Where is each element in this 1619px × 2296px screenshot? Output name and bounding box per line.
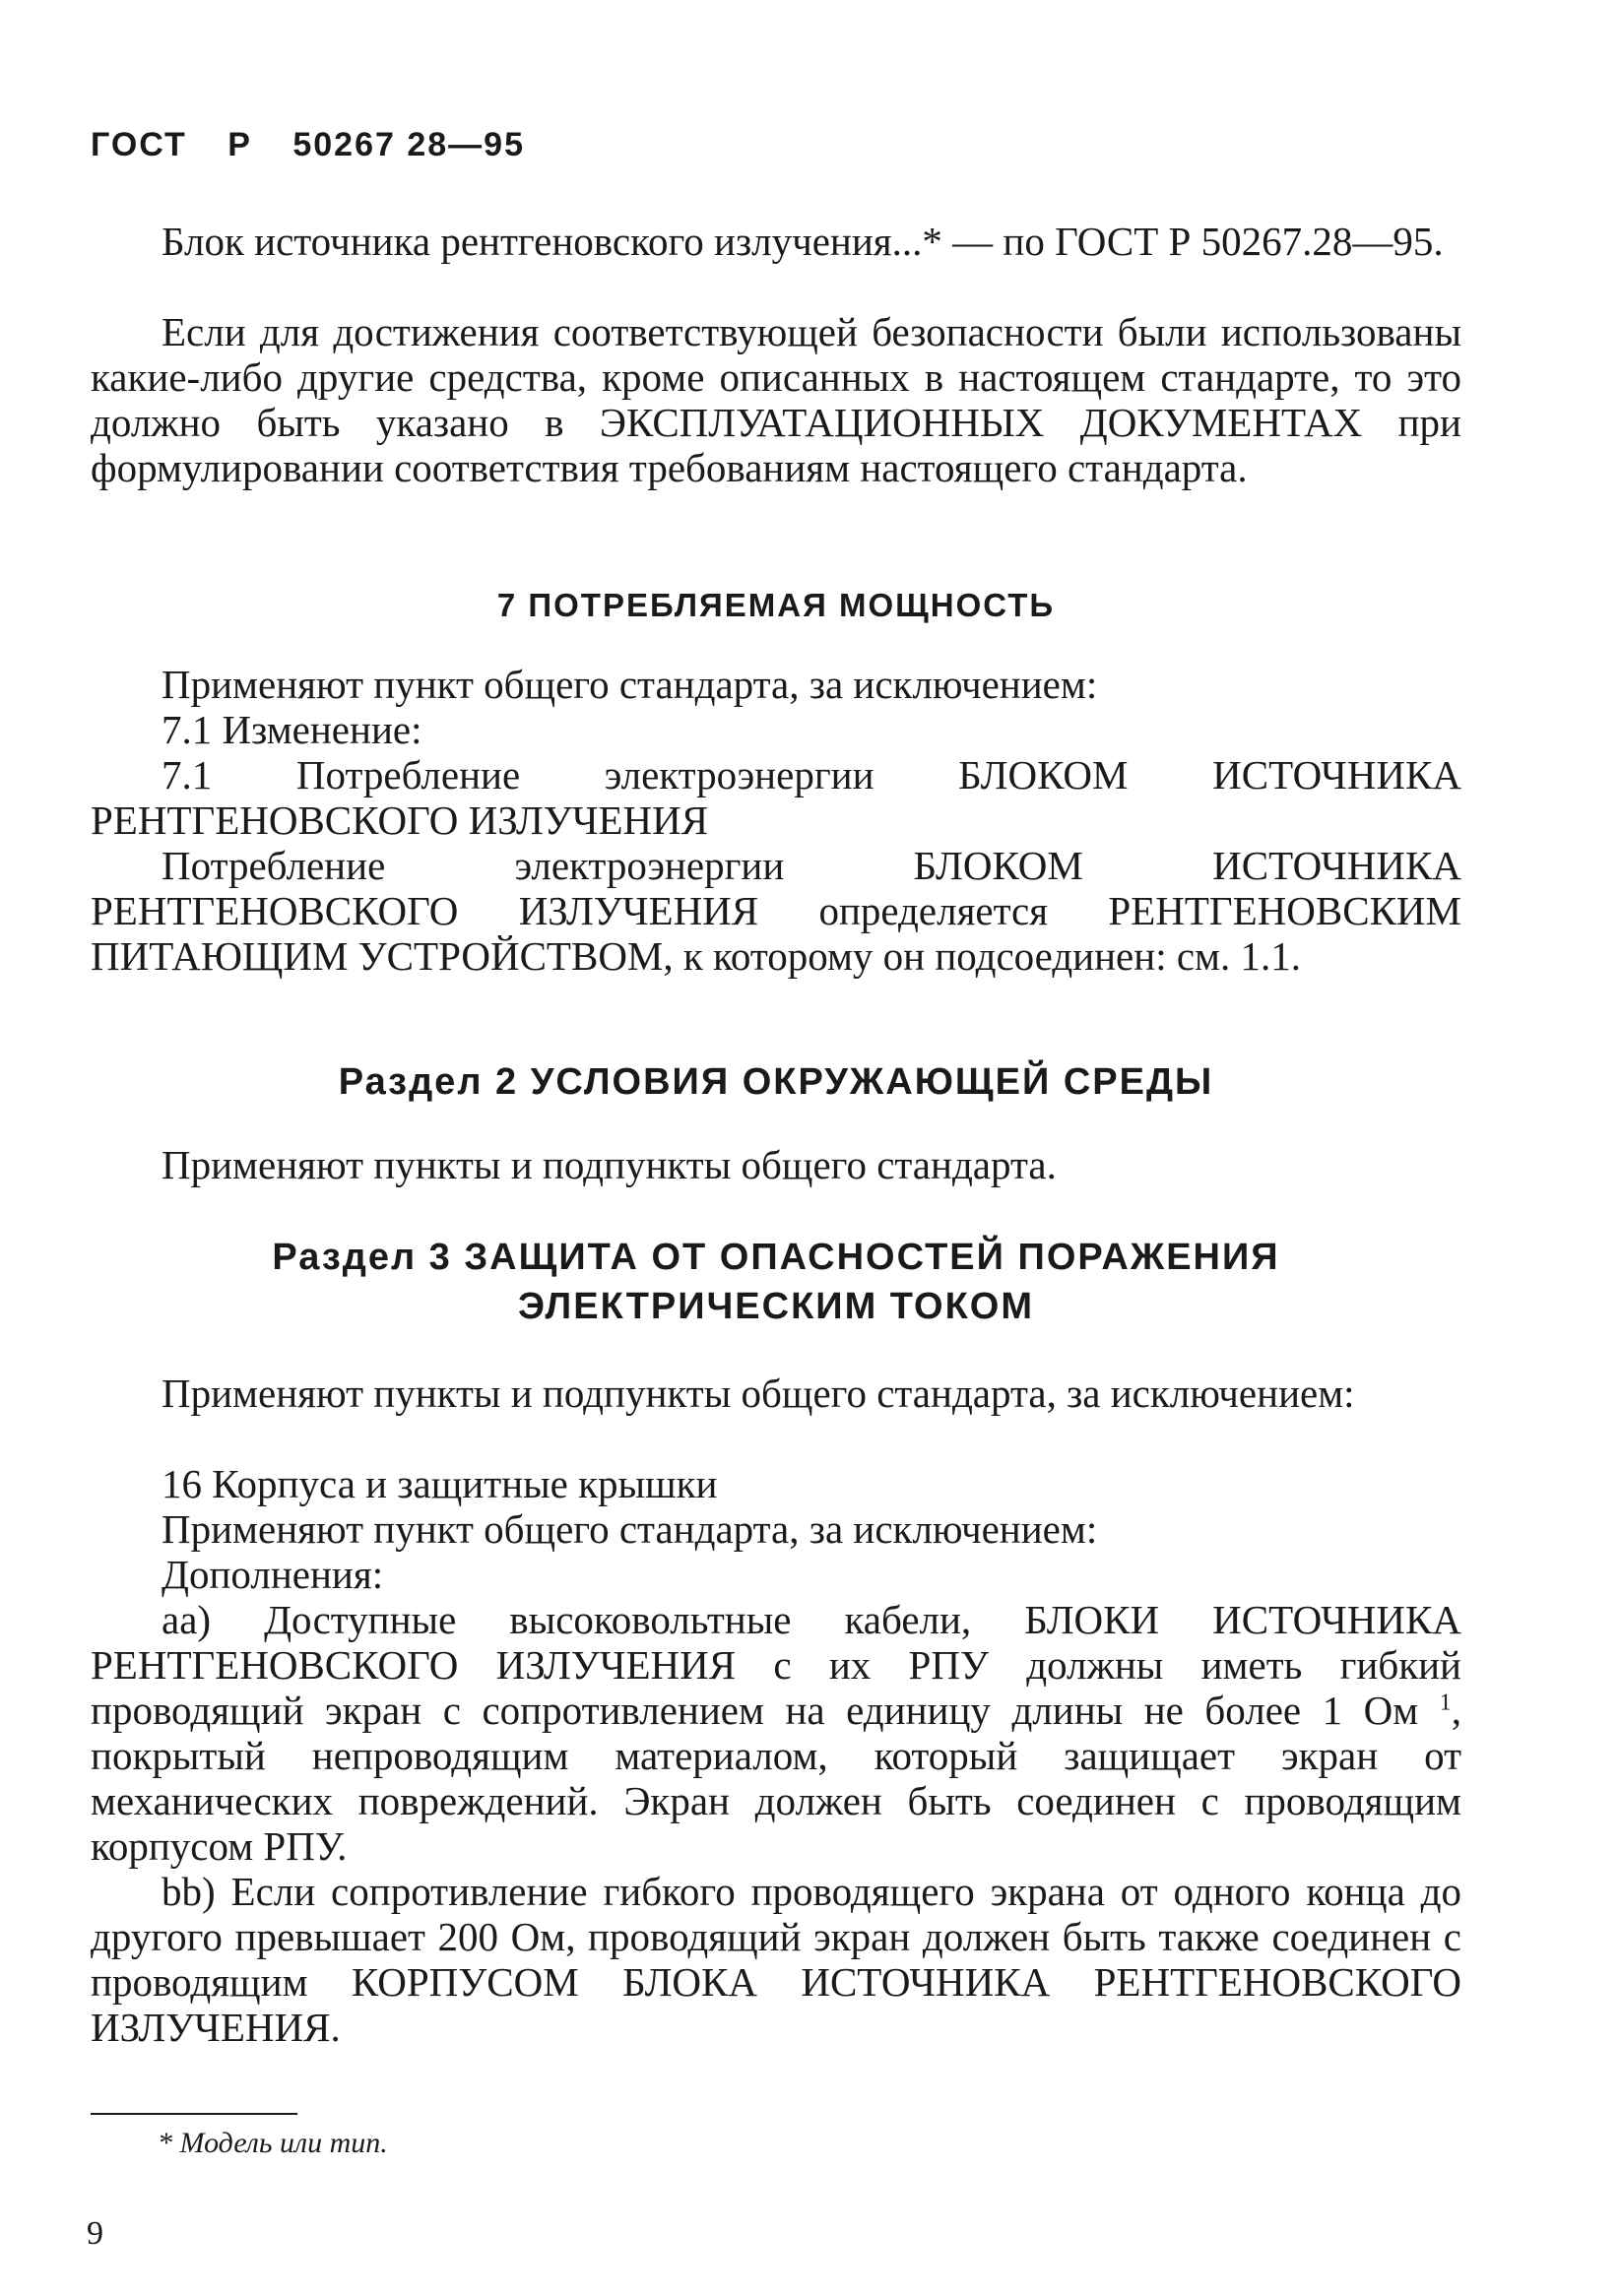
part-3-paragraph-5-text-a: аа) Доступные высоковольтные кабели, БЛОКИ ИСТОЧНИКА РЕНТГЕНОВСКОГО ИЗЛУЧЕНИЯ с их РПУ должны иметь гибкий проводящий экран с сопротивлением на единицу длины не более 1 Ом [91,1597,1461,1733]
header-number: 50267 28—95 [292,126,525,163]
section-7-paragraph-2: 7.1 Изменение: [162,707,422,752]
part-2-heading: Раздел 2 УСЛОВИЯ ОКРУЖАЮЩЕЙ СРЕДЫ [338,1061,1214,1103]
part-3-paragraph-3: Применяют пункт общего стандарта, за исключением: [162,1506,1098,1552]
part-3-paragraph-5-text-b: , покрытый непроводящим материалом, который защищает экран от механических повреждений. Экран должен быть соединен с проводящим корпусом РПУ. [91,1688,1462,1869]
header-r: Р [227,126,252,163]
section-7-paragraph-3: 7.1 Потребление электроэнергии БЛОКОМ ИСТОЧНИКА РЕНТГЕНОВСКОГО ИЗЛУЧЕНИЯ [91,752,1461,843]
part-3-paragraph-5 [91,1597,1461,1869]
document-header [91,126,554,164]
part-3-paragraph-4: Дополнения: [162,1552,384,1597]
part-3-heading-line-1: Раздел 3 ЗАЩИТА ОТ ОПАСНОСТЕЙ ПОРАЖЕНИЯ [272,1237,1280,1278]
page-number: 9 [87,2215,103,2252]
part-3-heading-line-2: ЭЛЕКТРИЧЕСКИМ ТОКОМ [517,1286,1035,1327]
footnote: * Модель или тип. [158,2127,388,2159]
part-2-paragraph: Применяют пункты и подпункты общего стандарта. [162,1142,1057,1187]
intro-paragraph-2: Если для достижения соответствующей безопасности были использованы какие-либо другие средства, кроме описанных в настоящем стандарте, то это должно быть указано в ЭКСПЛУАТАЦИОННЫХ ДОКУМЕНТАХ при формулировании соответствия требованиям настоящего стандарта. [91,309,1461,490]
footnote-rule [91,2113,297,2115]
intro-paragraph-1: Блок источника рентгеновского излучения...* — по ГОСТ Р 50267.28—95. [162,219,1444,264]
part-3-paragraph-1: Применяют пункты и подпункты общего стандарта, за исключением: [162,1371,1355,1416]
part-3-paragraph-2: 16 Корпуса и защитные крышки [162,1461,718,1506]
part-3-paragraph-6: bb) Если сопротивление гибкого проводящего экрана от одного конца до другого превышает 200 Ом, проводящий экран должен быть также соединен с проводящим КОРПУСОМ БЛОКА ИСТОЧНИКА РЕНТГЕНОВСКОГО ИЗЛУЧЕНИЯ. [91,1869,1461,2050]
header-gost: ГОСТ [91,126,187,163]
section-7-paragraph-1: Применяют пункт общего стандарта, за исключением: [162,662,1098,707]
footnote-marker: 1 [1439,1690,1452,1716]
section-7-heading: 7 ПОТРЕБЛЯЕМАЯ МОЩНОСТЬ [496,587,1056,623]
section-7-paragraph-4: Потребление электроэнергии БЛОКОМ ИСТОЧНИКА РЕНТГЕНОВСКОГО ИЗЛУЧЕНИЯ определяется РЕНТГЕНОВСКИМ ПИТАЮЩИМ УСТРОЙСТВОМ, к которому он подсоединен: см. 1.1. [91,843,1461,979]
